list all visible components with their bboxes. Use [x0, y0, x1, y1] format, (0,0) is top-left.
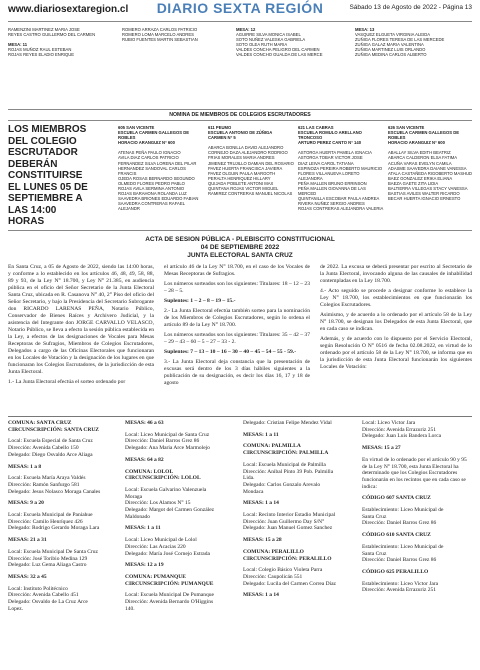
acta-title-line: ACTA DE SESION PÚBLICA - PLEBISCITO CONSTITUCIONAL — [145, 236, 335, 243]
member-name: SAAVEDRA CONTRERAS RAFAEL ALEJANDR — [118, 201, 185, 212]
location-line: Delegado: Lucila del Carmen Correa Díaz — [243, 580, 337, 587]
member-name: HERNANDEZ SANDOVAL CARLOS FRANCIS — [118, 165, 186, 176]
location-line: Dirección: Daniel Barros Grez 86 — [125, 438, 200, 445]
location-line: Delegado: Juan Manuel Gomez Sanchez — [243, 525, 333, 532]
section-heading — [362, 445, 472, 452]
person-name: REYES CASTRO GUILLERMO DEL CARMEN — [8, 32, 96, 38]
section-heading — [125, 469, 235, 482]
heading-line: COMUNA: LOLOL — [125, 468, 174, 475]
member-name: FRIAS MORALES MARIA ANDRES — [208, 155, 275, 161]
location-line: Local: Recinto Interior Estadio Municipal — [243, 512, 336, 519]
person-name: VASQUEZ ELGUETA VIRGINIA ALEIDA — [355, 32, 431, 38]
heading-line: MESAS: 9 a 20 — [8, 500, 44, 507]
location-line: Dirección: Daniel Barros Grez 86 — [362, 557, 437, 564]
heading-line: MESAS: 64 a 82 — [125, 456, 164, 463]
section-heading — [243, 500, 355, 507]
acta-paragraph: 1.- La Junta Electoral efectúa el sorteo ordenado por — [8, 379, 126, 385]
section-heading — [362, 495, 472, 502]
location-line: Dirección: Daniel Barros Grez 86 — [362, 520, 437, 527]
acta-paragraph: 3.- La Junta Electoral deja constancia que la presentación de excusas será dentro de los 3 días hábiles siguientes a la publicación de su designación, es decir los días 16, 17 y 18 de agosto — [164, 359, 310, 386]
location-line: Delegado: María José Cornejo Estrada — [125, 550, 210, 557]
section-heading — [362, 569, 472, 576]
member-name: BAEZ GONZALEZ ERIKA ELIANA — [388, 175, 453, 181]
section-heading — [125, 562, 235, 569]
member-name: FERNANDEZ SILVA LORENA DEL PILAR — [118, 160, 197, 166]
location-block — [8, 586, 118, 613]
colegio-column — [118, 125, 204, 212]
location-line: Local: Liceo Victor Jara — [362, 420, 416, 426]
member-name: ATALA CASTAÑEDA RIGOBERTO MASHUD — [388, 170, 473, 176]
colegio-title: ESCUELA CARMEN GALLEGOS DE ROBLES — [118, 130, 190, 141]
location-block — [362, 420, 472, 440]
colegio-column — [388, 125, 474, 201]
section-rule — [8, 120, 472, 121]
section-rule — [8, 109, 472, 110]
member-name: ABARCA BONILLA DAVID ALEJANDRO — [208, 145, 284, 151]
dateline: Sábado 13 de Agosto de 2022 - Página 13 — [349, 4, 472, 11]
location-line: Delegado: Juan Luis Bandera Lorca — [362, 433, 442, 440]
location-block — [243, 567, 355, 587]
location-line: Moraga — [125, 493, 143, 500]
location-block — [8, 438, 118, 458]
acta-paragraph: En Santa Cruz, a 05 de Agosto de 2022, siendo las 14:00 horas, y conforme a lo establecido en los artículos 46, 48, 49, 58, 88, 89 y 93, de la Ley N° 18.700, y Ley N° 21.385, en audiencia pública en el oficio del Señor Secretario de la Junta Electoral Santa Cruz, ubicada en R. Casanova N° 40, 2° Piso del oficio del Señor Secretario, y bajo la Presidencia del Secretario Subrogante don RICARDO LARENAS PEÑA, Notario Público, Conservador de Bienes Raíces y Archivero Judicial, y la asistencia del Integrante don JORGE CARVALLO VELASCO, Notario Público, se lleva a efecto la sesión pública establecida en la Ley, a efectos de las designaciones de Vocales para Mesas Receptoras de Sufragios, Miembros de Colegios Escrutadores, Delegados a cargo de las Oficinas Electorales que funcionaran en los Locales de Votación y la designación de los lugares en que funcionaran los Colegios Escrutadores, de la jurisdicción de esta Junta Electoral. — [8, 264, 154, 375]
colegio-title: 626 SAN VICENTE — [388, 125, 425, 130]
person-name: VALDES CONCHA PELIGRO DEL CARMEN — [236, 47, 320, 53]
member-name: PERALTA HENRIQUEZ HILLARY — [208, 175, 271, 181]
location-line: Local: Liceo Municipal de Lolol — [125, 537, 197, 544]
acta-column-3 — [320, 264, 472, 374]
location-line: Local: Escuela Municipal De Pumanque — [125, 592, 214, 599]
location-line: Lida. — [243, 475, 255, 482]
heading-line: CIRCUNSCRIPCIÓN: LOLOL — [125, 475, 201, 482]
location-line: En virtud de lo ordenado por el artículo 90 y 95 de la Ley N° 18.700, esta Junta Electoral ha determinado que los Colegios Escrutadores funcionarán en los recintos que en cada caso se indica: — [362, 456, 467, 490]
person-name: RAMENZINI MARTINEZ MARIA JOSE — [8, 27, 80, 32]
colegio-column — [298, 125, 384, 212]
heading-line: MESAS: 1 a 11 — [243, 431, 279, 438]
location-line: Delegado: Diego Osvaldo Arce Aliaga — [8, 451, 93, 458]
location-line: Dirección: Avenida Errazuriz 251 — [362, 587, 436, 594]
heading-line: COMUNA: PALMILLA — [243, 443, 301, 450]
person-name: ZUÑIGA FLORES TERESA DE LAS MERCEDE — [355, 37, 445, 43]
table-rule — [8, 416, 472, 417]
member-name: QUINTANILLA ESCOBAR PAULA ANDREA — [298, 196, 380, 202]
location-line: Dirección: Las Acacias 220 — [125, 543, 186, 550]
location-line: Delegado: Jesus Nolasco Moraga Canales — [8, 488, 101, 495]
heading-line: CÓDIGO 625 PERALILLO — [362, 568, 429, 575]
location-line: Local: Liceo Municipal de Santa Cruz — [125, 431, 210, 438]
section-rule — [8, 230, 472, 231]
acta-paragraph: Asimismo, y de acuerdo a lo ordenado por el artículo 58 de la Ley N° 18.700, se designan los Delegados de esta Junta Electoral, que en cada caso se indican. — [320, 312, 472, 332]
acta-column-2 — [164, 264, 310, 390]
communes-column-3 — [243, 420, 355, 604]
member-name: ASTORGA HUERTA PAMELA IGNACIA — [298, 150, 372, 156]
acta-paragraph: 2.- La Junta Electoral efectúa también sorteo para la nominación de los Miembros de Colegios Escrutadores, según lo ordena el artículo 89 de la Ley N° 18.700. — [164, 308, 310, 328]
member-name: ROJAS CONTRERAS ALEJANDRA VALERIA — [298, 206, 384, 212]
member-name: JIMENEZ TRUJILLO DAMIAN DEL ROSARIO — [208, 160, 294, 166]
member-name: SAAVEDRA BRIONES EDUARDO FABIAN — [118, 196, 199, 202]
location-block — [362, 507, 472, 527]
location-line: Lopez. — [8, 605, 24, 612]
heading-line: CÓDIGO 610 SANTA CRUZ — [362, 532, 431, 539]
acta-paragraph: 4.- Acto seguido se procede a designar conforme lo establece la Ley N° 18.700, los establecimientos en que funcionarán los Colegios Escrutadores. — [320, 288, 472, 308]
person-name: ROJAS MUÑOZ RAUL ESTEBAN — [8, 47, 72, 53]
colegio-title: ESCUELA ANTONIO DE ZÚÑIGA — [208, 130, 273, 136]
acta-title-line: 04 DE SEPTIEMBRE 2022 — [200, 243, 280, 251]
location-block — [362, 544, 472, 564]
location-line: Local: Instituto Politécnico — [8, 585, 68, 592]
member-name: PEÑA MALLEN BRUNO ERRINSON — [298, 180, 367, 186]
section-heading — [125, 457, 235, 464]
section-heading — [243, 592, 355, 599]
masthead: DIARIO SEXTA REGIÓN — [156, 0, 324, 16]
colegio-title: 605 SAN VICENTE — [118, 125, 155, 130]
location-line: Delegado: Osvaldo de La Cruz Arce — [8, 599, 88, 606]
location-block — [243, 462, 355, 496]
mesa-label: MESA: 12 — [236, 27, 256, 32]
member-name: ROJAS AVILA SERMINA ANTONIO — [118, 186, 185, 192]
colegio-title: CARMEN N° 5 — [208, 135, 236, 141]
member-name: PEÑA MALLEN GIOVANNA DE LAS MERCED — [298, 186, 366, 197]
location-line: Dirección: Avenida Cabello 451 — [8, 592, 79, 599]
heading-line: MESAS: 32 a 45 — [8, 573, 47, 580]
acta-title-line: JUNTA ELECTORAL SANTA CRUZ — [187, 251, 293, 259]
location-line: Mondaca — [243, 488, 264, 495]
person-name: AGUIRRE SILVA MONICA ISABEL — [236, 32, 301, 38]
location-block — [362, 581, 472, 594]
colegio-title: ESCUELA CARMEN GALLEGOS DE ROBLES — [388, 130, 460, 141]
location-line: Local: Escuela Municipal de Paniahue — [8, 512, 93, 519]
member-name: AVILA DIAZ CARLOS PATRICIO — [118, 155, 179, 161]
acta-paragraph: Además, y de acuerdo con lo dispuesto por el Servicio Electoral, según Resolución O N° 0516 de fecha 02.08.2022, en virtud de lo ordenado por el artículo 58 de la Ley N° 18.700, se informa que en la jurisdicción de esta Junta Electoral funcionarán los siguientes Locales de Votación: — [320, 336, 472, 370]
location-line: Delegado: Luz Gema Aliaga Castro — [8, 562, 87, 569]
person-name: ZUÑIGA MARTINEZ LUIS ORLANDO — [355, 47, 426, 53]
member-name: BALTIERRA VILLEGAS STACY VANESSA — [388, 186, 468, 192]
communes-column-4 — [362, 420, 472, 599]
heading-line: MESAS: 1 a 14 — [243, 592, 279, 599]
member-name: ACUÑA VARAS EVELYN CAMILA — [388, 160, 452, 166]
location-line: Delegado: Carlos Gonzalo Arevalo — [243, 481, 321, 488]
location-line: Dirección: Juan Guillermo Day S/N° — [243, 518, 325, 525]
person-name: ZUÑIGA GALAZ MARIA VALENTINA — [355, 42, 424, 48]
section-heading — [125, 525, 235, 532]
location-block — [125, 592, 235, 612]
heading-line: MESAS: 1 a 11 — [125, 525, 161, 532]
person-name: SOTO OLEA RUTH MARIA — [236, 42, 288, 48]
location-line: Dirección: Camilo Henríquez 426 — [8, 518, 83, 525]
location-line: Dirección: José Toribio Medina 129 — [8, 555, 88, 562]
section-heading — [243, 537, 355, 544]
location-block — [8, 475, 118, 495]
location-line: Local: Escuela Galvarino Valenzuela — [125, 486, 207, 493]
location-block — [125, 432, 235, 452]
member-name: QUIJADA POBLETE ANTONI MAX — [208, 180, 274, 186]
heading-line: CIRCUNSCRIPCIÓN: SANTA CRUZ — [8, 426, 99, 433]
section-heading — [125, 420, 235, 427]
section-heading — [243, 432, 355, 439]
heading-line: MESAS: 21 a 31 — [8, 537, 47, 544]
heading-line: COMUNA: PUMANQUE — [125, 573, 186, 580]
person-name: RUBIO FUENTES MARTIN SEBASTIAN — [122, 37, 198, 43]
colegio-title: 621 LAS CABRAS — [298, 125, 334, 130]
member-name: ESPINOZA PEREIRA ROBERTO MAURICIO — [298, 165, 383, 171]
acta-paragraph: Suplentes: 1 – 2 – 8 – 19 – 15.- — [164, 298, 236, 304]
mesa-label: MESA: 13 — [355, 27, 375, 32]
section-heading — [243, 443, 355, 456]
section-heading — [362, 532, 472, 539]
acta-paragraph: Los números sorteados son los siguientes: Titulares: 18 – 12 – 23 – 28 – 5. — [164, 281, 310, 294]
colegio-title: HORACIO ARANGUIZ N° 600 — [118, 140, 175, 146]
acta-title — [0, 236, 480, 259]
member-name: RAMIREZ CONTRERAS MANUEL NICOLAS — [208, 191, 293, 197]
heading-line: MESAS: 1 a 8 — [8, 463, 42, 470]
heading-line: CIRCUNSCRIPCIÓN: PERALILLO — [243, 555, 332, 562]
acta-paragraph: de 2022. La excusa se deberá presentar por escrito al Secretario de la Junta Electoral, invocando alguna de las causales de inhabilidad contempladas en la Ley 18.700. — [320, 264, 472, 284]
colegio-notice: LOS MIEMBROS DEL COLEGIO ESCRUTADOR DEBERÁN CONSTITUIRSE EL LUNES 05 DE SEPTIEMBRE A LAS 14:00 HORAS — [8, 124, 88, 227]
member-name: ABARCA CALDERON ELSA FATIMA — [388, 155, 458, 161]
location-block — [362, 457, 472, 491]
heading-line: MESAS: 15 a 28 — [243, 537, 282, 544]
person-name: ROMERO LOMA MARCELO ANDRES — [122, 32, 194, 38]
location-line: Dirección: Los Alamos N° 15 — [125, 500, 191, 507]
section-heading — [8, 500, 118, 507]
page-header — [0, 0, 480, 22]
member-name: DIAZ LEIVA CAROL TATIANA — [298, 160, 354, 166]
nominations-heading: NOMINA DE MIEMBROS DE COLEGIOS ESCRUTADORES — [169, 112, 311, 118]
location-line: Dirección: Avenida Bernardo O'Higgins — [125, 599, 214, 606]
location-line: Establecimiento: Liceo Victor Jara — [362, 580, 439, 587]
person-name: ROJAS REYES ELADIO ENRIQUE — [8, 52, 75, 58]
heading-line: CIRCUNSCRIPCIÓN: PALMILLA — [243, 450, 329, 457]
location-line: Maldonado — [125, 513, 151, 520]
site-url[interactable]: www.diariosextaregion.cl — [8, 4, 129, 15]
section-heading — [8, 574, 118, 581]
section-heading — [8, 537, 118, 544]
member-name: BAEZA GAETE ZITA LIDIA — [388, 180, 439, 186]
member-name: PAVEZ HUERTA FRANCISCA JAVIERA — [208, 165, 283, 171]
colegio-title: ESCUELA ROMULO ARELLANO TRONCOSO — [298, 130, 362, 141]
member-name: ADASME SAAVEDRA DAIANE VANESSA — [388, 165, 467, 171]
acta-column-1 — [8, 264, 154, 389]
member-name: PAVEZ OLGUIN PAULA MARGOTH — [208, 170, 276, 176]
location-line: Local: Escuela María Araya Valdés — [8, 475, 86, 482]
member-name: FLORES VILLANUEVA LORETO ALEJANDRA — [298, 170, 360, 181]
location-line: 140. — [125, 605, 135, 612]
top-list-col-1 — [8, 27, 118, 57]
location-line: Local: Escuela Especial de Santa Cruz — [8, 438, 93, 445]
heading-line: CIRCUNSCRIPCIÓN: PUMANQUE — [125, 580, 214, 587]
section-heading — [8, 420, 118, 433]
member-name: OJEDA ROSAS BERNARDO SEGUNDO — [118, 175, 195, 181]
member-name: ROJAS BARAHONA ROLANDA LUZ — [118, 191, 187, 197]
colegio-title: ARTURO PEREZ CANTO N° 140 — [298, 140, 362, 146]
section-heading — [8, 464, 118, 471]
acta-paragraph: Los números sorteados son los siguientes: Titulares: 35 – 42 – 37 – 29 – 43 – 60 – 5 – 27 – 33 - 2. — [164, 332, 310, 345]
colegio-column — [208, 125, 294, 196]
member-name: ASTORGA TOBAR VICTOR JOSE — [298, 155, 363, 161]
heading-line: MESAS: 15 a 27 — [362, 445, 401, 452]
member-name: ATENAS PEÑA PAULO IGNACIO — [118, 150, 181, 156]
location-line: Dirección: Avenida Errazuriz 251 — [362, 426, 436, 433]
top-list-col-3 — [236, 27, 351, 58]
person-name: ZUÑIGA MEDINA CARLOS ALBERTO — [355, 52, 427, 58]
location-line: Dirección: Caupolicán 551 — [243, 573, 303, 580]
section-heading — [125, 574, 235, 587]
location-block — [243, 420, 355, 427]
location-line: Dirección: Anibal Pinto 39 Pob. Palmilla — [243, 468, 334, 475]
location-line: Establecimiento: Liceo Municipal de — [362, 543, 444, 550]
top-list-col-4 — [355, 27, 473, 58]
location-line: Establecimiento: Liceo Municipal de — [362, 507, 444, 514]
colegio-title: HORACIO ARANGUIZ N° 600 — [388, 140, 445, 146]
location-line: Santa Cruz — [362, 550, 387, 557]
member-name: QUINTANA ROJAS VICTOR MIGUEL — [208, 186, 279, 192]
header-rule — [8, 21, 472, 22]
member-name: RIVERA NUÑEZ SERGIO ANDRES — [298, 201, 365, 207]
person-name: SOTO NUÑEZ VALESKA GABRIELA — [236, 37, 306, 43]
location-line: Delegado: Ana Maria Arce Marmolejo — [125, 445, 210, 452]
member-name: ABALLAY SILVA EDITH BEATRIZ — [388, 150, 451, 156]
location-block — [243, 512, 355, 532]
location-line: Dirección: Avenida Cabello 150 — [8, 445, 79, 452]
location-line: Local: Colegio Básico Violeta Parra — [243, 567, 323, 574]
colegio-title: 611 PEUMO — [208, 125, 232, 130]
location-block — [8, 512, 118, 532]
member-name: CORNEJO DAZA ALEJANDRO RODRIGO — [208, 150, 288, 156]
section-heading — [243, 549, 355, 562]
heading-line: COMUNA: PERALILLO — [243, 548, 304, 555]
member-name: BECAR HUERTA IGNACIO ERNESTO — [388, 196, 461, 202]
top-list-col-2 — [122, 27, 232, 42]
location-block — [125, 487, 235, 521]
communes-column-1 — [8, 420, 118, 617]
location-line: Dirección: Ramón Sanfurgo 581 — [8, 481, 80, 488]
heading-line: CÓDIGO 607 SANTA CRUZ — [362, 495, 431, 502]
communes-column-2 — [125, 420, 235, 617]
acta-paragraph: el artículo 46 de la Ley N° 18.700, en el caso de los Vocales de Mesas Receptoras de Sufragios. — [164, 264, 310, 277]
location-line: Local: Escuela Municipal de Palmilla — [243, 461, 326, 468]
member-name: OLMEDO FLORES PEDRO PABLO — [118, 180, 185, 186]
person-name: VALDES CONCHO GUALDA DE LAS MERCE — [236, 52, 323, 58]
mesa-label: MESA: 11 — [8, 42, 28, 48]
person-name: ROMERO ARRAZA CARLOS PATRICIO — [122, 27, 198, 32]
location-line: Delegado: Rodrigo Gerardo Moraga Lara — [8, 525, 100, 532]
location-block — [8, 549, 118, 569]
location-line: Delegado: Margot del Carmen González — [125, 507, 215, 514]
heading-line: MESAS: 1 a 14 — [243, 500, 279, 507]
member-name: BASTIAS AVILES WALTER RICARDO — [388, 191, 460, 197]
heading-line: MESAS: 12 a 19 — [125, 562, 164, 569]
heading-line: COMUNA: SANTA CRUZ — [8, 420, 72, 426]
location-line: Delegado: Cristian Felipe Mendez Vidal — [243, 420, 332, 426]
location-line: Local: Escuela Municipal De Santa Cruz — [8, 548, 98, 555]
heading-line: MESAS: 46 a 63 — [125, 420, 164, 426]
location-block — [125, 537, 235, 557]
acta-paragraph: Suplentes: 7 – 13 – 10 – 16 – 30 – 40 – 45 – 54 – 55 - 59.- — [164, 349, 297, 355]
location-line: Santa Cruz — [362, 513, 387, 520]
